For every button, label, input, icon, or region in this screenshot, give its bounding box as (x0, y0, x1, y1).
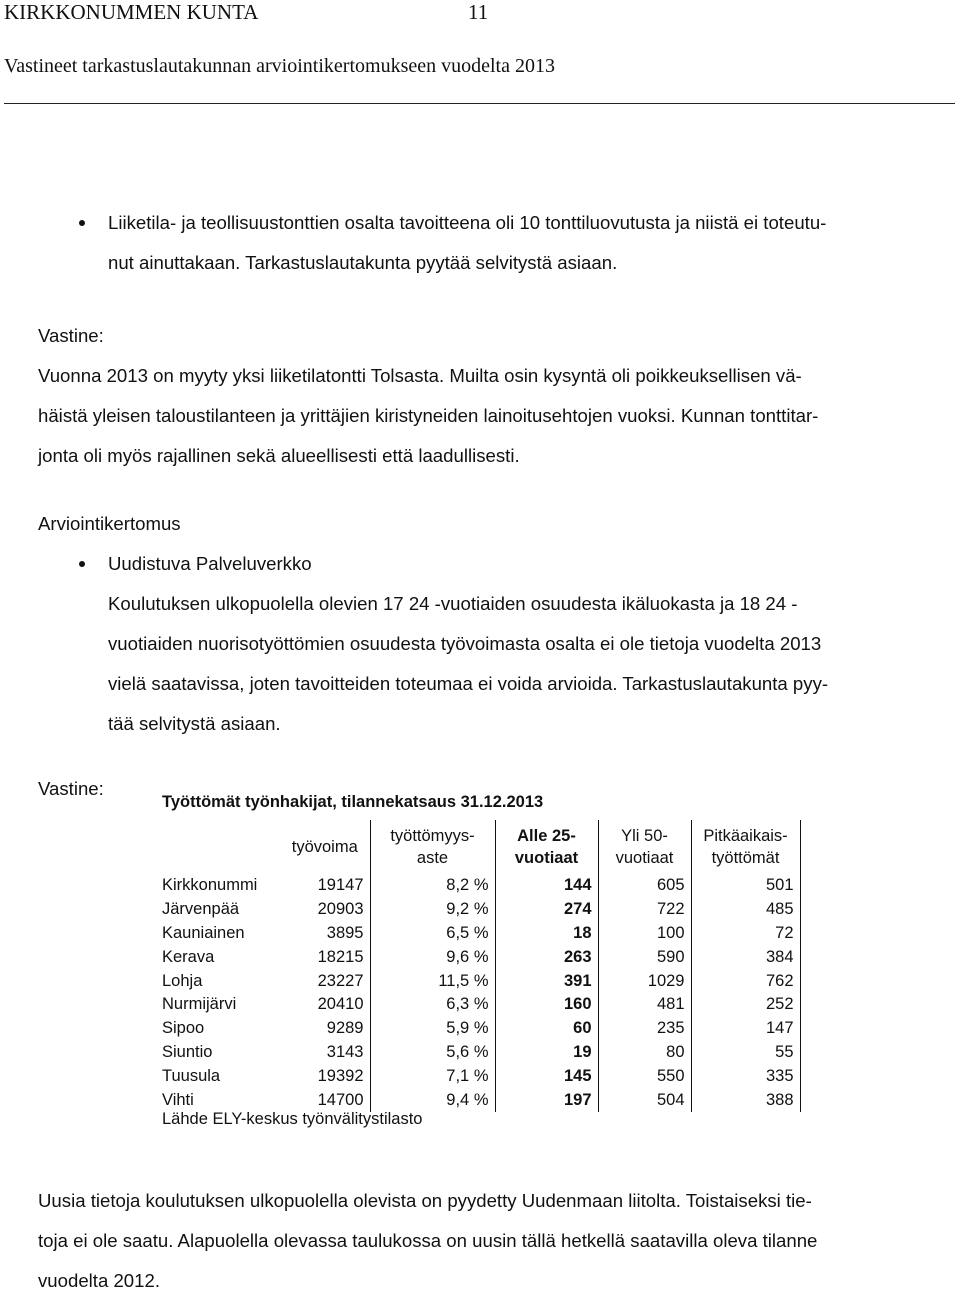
table-cell: 72 (691, 922, 800, 946)
table-cell: 3143 (280, 1041, 370, 1065)
table-cell: 590 (598, 945, 691, 969)
table-source: Lähde ELY-keskus työnvälitystilasto (162, 1110, 423, 1128)
table-cell: 501 (691, 874, 800, 898)
table-cell: 263 (495, 945, 598, 969)
column-header: Pitkäaikais- työttömät (691, 820, 800, 874)
paragraph-line: Liiketila- ja teollisuustonttien osalta tavoitteena oli 10 tonttiluovutusta ja niistä ei toteutu- (108, 212, 827, 233)
page-number: 11 (468, 0, 489, 24)
table-row (160, 874, 800, 898)
vastine-paragraph-1 (38, 356, 818, 476)
table-cell: 145 (495, 1064, 598, 1088)
table-cell: 20903 (280, 898, 370, 922)
table-cell: 9,6 % (370, 945, 495, 969)
row-label-cell: Nurmijärvi (162, 995, 237, 1014)
table-row (160, 1041, 800, 1065)
table-cell: 335 (691, 1064, 800, 1088)
table-cell: 60 (495, 1017, 598, 1041)
table-cell: 11,5 % (370, 969, 495, 993)
paragraph-line: häistä yleisen taloustilanteen ja yrittäjien kiristyneiden lainoitusehtojen vuoksi. Kunnan tonttitar- (38, 405, 819, 426)
table-title: Työttömät työnhakijat, tilannekatsaus 31.12.2013 (162, 793, 544, 811)
bullet-title: Uudistuva Palveluverkko (108, 553, 312, 574)
table-cell: 274 (495, 898, 598, 922)
table-row (160, 922, 800, 946)
paragraph-line: toja ei ole saatu. Alapuolella olevassa taulukossa on uusin tällä hetkellä saatavilla oleva tilanne (38, 1230, 818, 1251)
paragraph-line: nut ainuttakaan. Tarkastuslautakunta pyytää selvitystä asiaan. (108, 252, 618, 273)
paragraph-line: vuodelta 2012. (38, 1270, 160, 1291)
bullet-icon (79, 561, 85, 567)
table-row (160, 1064, 800, 1088)
table-cell: 144 (495, 874, 598, 898)
row-label-cell: Siuntio (162, 1042, 213, 1061)
table-cell: 100 (598, 922, 691, 946)
table-cell: 14700 (280, 1088, 370, 1112)
column-header: työvoima (280, 820, 370, 874)
table-header-row (160, 820, 800, 874)
table-cell: 384 (691, 945, 800, 969)
table-cell: 252 (691, 993, 800, 1017)
table-cell: 5,9 % (370, 1017, 495, 1041)
table-cell: 55 (691, 1041, 800, 1065)
table-cell: 8,2 % (370, 874, 495, 898)
paragraph-line: vuotiaiden nuorisotyöttömien osuudesta työvoimasta osalta ei ole tietoja vuodelta 2013 (108, 633, 822, 654)
table-row (160, 945, 800, 969)
closing-paragraph (38, 1181, 817, 1301)
table-cell: 6,5 % (370, 922, 495, 946)
table-cell: 23227 (280, 969, 370, 993)
paragraph-line: Vuonna 2013 on myyty yksi liiketilatontti Tolsasta. Muilta osin kysyntä oli poikkeuksellisen vä- (38, 365, 802, 386)
table-header-corner (160, 820, 280, 874)
bullet-paragraph-1 (108, 203, 826, 283)
row-label-cell: Järvenpää (162, 900, 240, 919)
table-cell: 9289 (280, 1017, 370, 1041)
table-cell: 3895 (280, 922, 370, 946)
table-cell: 19147 (280, 874, 370, 898)
table-cell: 235 (598, 1017, 691, 1041)
row-label-cell: Kirkkonummi (162, 876, 258, 895)
table-cell: 7,1 % (370, 1064, 495, 1088)
table-cell: 197 (495, 1088, 598, 1112)
table-cell: 1029 (598, 969, 691, 993)
paragraph-line: Uusia tietoja koulutuksen ulkopuolella olevista on pyydetty Uudenmaan liitolta. Toistaiseksi tie- (38, 1190, 812, 1211)
table-cell: 388 (691, 1088, 800, 1112)
row-label-cell: Sipoo (162, 1019, 205, 1038)
table-cell: 5,6 % (370, 1041, 495, 1065)
table-cell: 147 (691, 1017, 800, 1041)
row-label-cell: Kerava (162, 947, 215, 966)
table-row (160, 969, 800, 993)
document-subtitle: Vastineet tarkastuslautakunnan arviointikertomukseen vuodelta 2013 (4, 55, 555, 77)
unemployment-table (160, 820, 801, 1112)
column-header: Alle 25- vuotiaat (495, 820, 598, 874)
table-cell: 18215 (280, 945, 370, 969)
paragraph-line: tää selvitystä asiaan. (108, 713, 281, 734)
arviointikertomus-label: Arviointikertomus (38, 513, 181, 534)
row-label-cell: Vihti (162, 1090, 194, 1109)
table-cell: 80 (598, 1041, 691, 1065)
table-cell: 485 (691, 898, 800, 922)
table-cell: 550 (598, 1064, 691, 1088)
paragraph-line: vielä saatavissa, joten tavoitteiden toteumaa ei voida arvioida. Tarkastuslautakunta pyy- (108, 673, 829, 694)
table-cell: 19 (495, 1041, 598, 1065)
column-header: Yli 50- vuotiaat (598, 820, 691, 874)
paragraph-line: Koulutuksen ulkopuolella olevien 17 24 -vuotiaiden osuudesta ikäluokasta ja 18 24 - (108, 593, 798, 614)
vastine-label-1: Vastine: (38, 325, 104, 346)
table-cell: 605 (598, 874, 691, 898)
table-cell: 481 (598, 993, 691, 1017)
table-cell: 9,2 % (370, 898, 495, 922)
table-cell: 391 (495, 969, 598, 993)
table-row (160, 993, 800, 1017)
bullet-icon (79, 220, 85, 226)
table-cell: 160 (495, 993, 598, 1017)
row-label-cell: Lohja (162, 971, 203, 990)
table-row (160, 1088, 800, 1112)
arviointi-paragraph (108, 584, 828, 744)
table-cell: 504 (598, 1088, 691, 1112)
vastine-label-2: Vastine: (38, 778, 104, 799)
table-row (160, 1017, 800, 1041)
row-label-cell: Tuusula (162, 1066, 221, 1085)
paragraph-line: jonta oli myös rajallinen sekä alueellisesti että laadullisesti. (38, 445, 520, 466)
table-cell: 6,3 % (370, 993, 495, 1017)
table-cell: 18 (495, 922, 598, 946)
table-row (160, 898, 800, 922)
column-header: työttömyys- aste (370, 820, 495, 874)
table-cell: 9,4 % (370, 1088, 495, 1112)
header-divider (4, 103, 955, 104)
table-cell: 762 (691, 969, 800, 993)
table-cell: 722 (598, 898, 691, 922)
table-cell: 20410 (280, 993, 370, 1017)
document-org-title: KIRKKONUMMEN KUNTA (4, 0, 259, 24)
table-cell: 19392 (280, 1064, 370, 1088)
row-label-cell: Kauniainen (162, 923, 245, 942)
